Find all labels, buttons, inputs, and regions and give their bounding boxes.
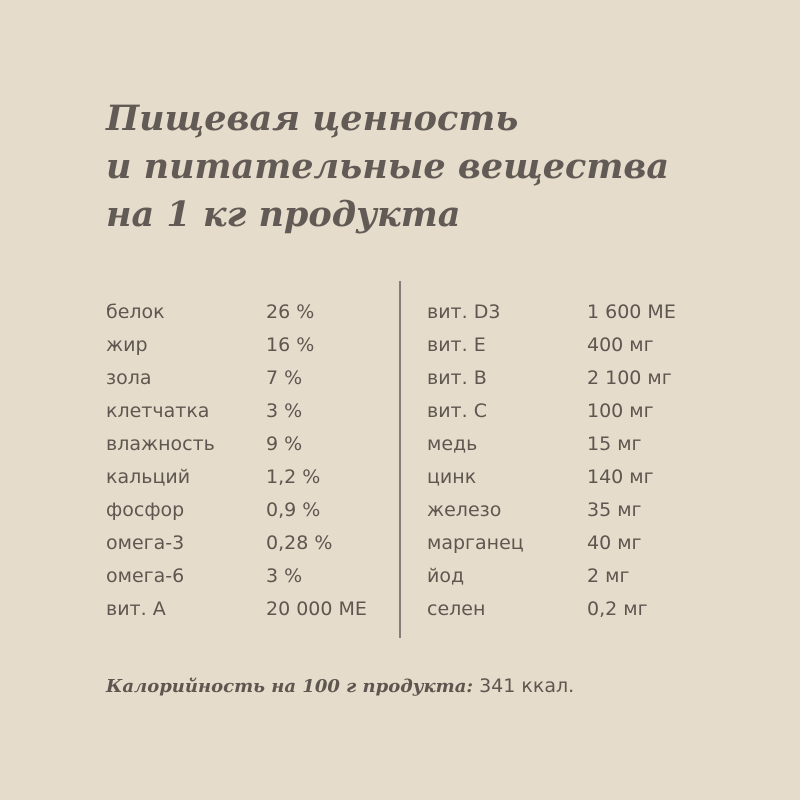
nutrient-row: [427, 296, 676, 329]
nutrient-row: [106, 362, 367, 395]
nutrient-row: [106, 527, 367, 560]
calories-label: Калорийность на 100 г продукта:: [106, 676, 474, 697]
title-line-1: Пищевая ценность: [106, 98, 519, 139]
calories-line: [106, 671, 574, 702]
nutrient-value: 1 600 МЕ: [587, 301, 676, 323]
nutrient-value: 3 %: [266, 400, 303, 422]
nutrient-value: 100 мг: [587, 400, 654, 422]
nutrient-name: вит. D3: [427, 301, 501, 323]
nutrient-name: селен: [427, 598, 486, 620]
nutrient-name: железо: [427, 499, 502, 521]
nutrient-name: влажность: [106, 433, 215, 455]
nutrient-value: 26 %: [266, 301, 315, 323]
calories-value: 341 ккал.: [479, 675, 575, 697]
nutrient-value: 0,9 %: [266, 499, 321, 521]
nutrient-row: [427, 461, 676, 494]
nutrient-value: 140 мг: [587, 466, 654, 488]
nutrient-value: 0,28 %: [266, 532, 333, 554]
nutrient-value: 1,2 %: [266, 466, 321, 488]
nutrient-value: 35 мг: [587, 499, 642, 521]
nutrient-name: медь: [427, 433, 478, 455]
nutrient-row: [427, 494, 676, 527]
nutrient-name: кальций: [106, 466, 191, 488]
nutrient-row: [106, 428, 367, 461]
page-title: [106, 95, 766, 239]
nutrient-name: вит. С: [427, 400, 487, 422]
nutrient-value: 2 мг: [587, 565, 630, 587]
nutrient-row: [427, 329, 676, 362]
nutrient-name: вит. А: [106, 598, 166, 620]
nutrient-row: [106, 395, 367, 428]
nutrient-name: йод: [427, 565, 465, 587]
nutrient-value: 400 мг: [587, 334, 654, 356]
nutrient-name: вит. Е: [427, 334, 486, 356]
nutrient-row: [427, 428, 676, 461]
nutrients-list-left: [106, 296, 367, 626]
nutrient-name: фосфор: [106, 499, 185, 521]
nutrient-name: зола: [106, 367, 152, 389]
nutrient-row: [106, 560, 367, 593]
nutrient-name: вит. В: [427, 367, 487, 389]
nutrient-row: [106, 296, 367, 329]
nutrient-row: [427, 527, 676, 560]
nutrient-value: 16 %: [266, 334, 315, 356]
nutrient-row: [427, 560, 676, 593]
nutrient-row: [106, 461, 367, 494]
title-line-3: на 1 кг продукта: [106, 194, 461, 235]
nutrient-row: [106, 593, 367, 626]
nutrient-name: жир: [106, 334, 148, 356]
nutrient-row: [427, 395, 676, 428]
nutrient-row: [106, 494, 367, 527]
nutrient-value: 2 100 мг: [587, 367, 672, 389]
nutrient-row: [427, 593, 676, 626]
nutrient-name: белок: [106, 301, 165, 323]
nutrient-name: цинк: [427, 466, 477, 488]
nutrient-value: 20 000 МЕ: [266, 598, 367, 620]
nutrient-name: омега-3: [106, 532, 185, 554]
nutrient-value: 7 %: [266, 367, 303, 389]
nutrient-value: 9 %: [266, 433, 303, 455]
nutrient-value: 0,2 мг: [587, 598, 648, 620]
nutrient-value: 40 мг: [587, 532, 642, 554]
nutrient-name: клетчатка: [106, 400, 210, 422]
nutrients-list-right: [427, 296, 676, 626]
title-line-2: и питательные вещества: [106, 146, 670, 187]
nutrient-name: марганец: [427, 532, 524, 554]
nutrient-name: омега-6: [106, 565, 185, 587]
column-divider: [399, 281, 401, 638]
nutrient-value: 3 %: [266, 565, 303, 587]
nutrient-value: 15 мг: [587, 433, 642, 455]
nutrient-row: [106, 329, 367, 362]
nutrient-row: [427, 362, 676, 395]
